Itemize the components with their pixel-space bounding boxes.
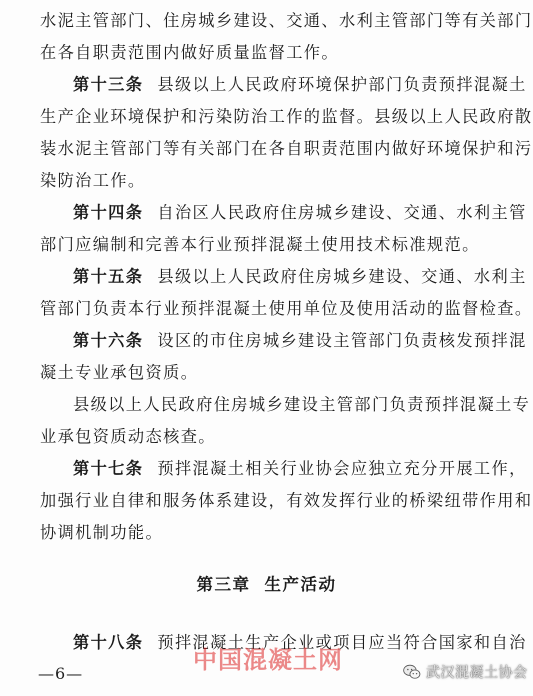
text-line [40,170,146,192]
text-line [40,298,532,320]
line-text: 装水泥主管部门等有关部门在各自职责范围内做好环境保护和污 [40,139,533,158]
account-watermark [402,662,528,682]
line-text: 县级以上人民政府住房城乡建设主管部门负责预拌混凝土专 [73,395,531,414]
text-line [40,234,480,256]
line-text: 染防治工作。 [40,171,146,190]
text-line [40,362,198,384]
page-number: —6— [38,664,84,683]
line-text: 协调机制功能。 [40,523,164,542]
text-line [40,522,163,544]
article-number: 第十五条 [73,267,144,286]
site-watermark: 中国混凝土网 [193,646,343,674]
account-name: 武汉混凝土协会 [426,665,528,681]
line-text: 管部门负责本行业预拌混凝土使用单位及使用活动的监督检查。 [40,299,533,318]
article-number: 第十七条 [73,459,144,478]
article-15 [73,266,527,288]
article-number: 第十三条 [73,75,144,94]
article-14 [73,202,527,224]
article-number: 第十六条 [73,331,144,350]
article-number: 第十八条 [73,633,144,652]
line-text: 凝土专业承包资质。 [40,363,199,382]
article-16 [73,330,527,352]
line-text: 业承包资质动态核查。 [40,427,216,446]
line-text: 部门应编制和完善本行业预拌混凝土使用技术标准规范。 [40,235,480,254]
article-13 [73,74,527,96]
line-text: 县级以上人民政府住房城乡建设、交通、水利主 [157,267,527,286]
wechat-icon [402,662,422,682]
line-text: 预拌混凝土生产企业或项目应当符合国家和自治 [157,633,527,652]
text-line [40,490,532,512]
line-text: 自治区人民政府住房城乡建设、交通、水利主管 [157,203,527,222]
chapter-title: 生产活动 [264,575,337,594]
chapter-number: 第三章 [196,575,251,594]
article-17 [73,458,527,480]
text-line [40,10,532,32]
text-line [40,42,339,64]
text-line [40,426,216,448]
text-line [40,106,532,128]
text-line [40,138,532,160]
line-text: 加强行业自律和服务体系建设，有效发挥行业的桥梁纽带作用和 [40,491,533,510]
text-line [73,394,530,416]
article-number: 第十四条 [73,203,144,222]
line-text: 在各自职责范围内做好质量监督工作。 [40,43,339,62]
line-text: 设区的市住房城乡建设主管部门负责核发预拌混 [157,331,527,350]
line-text: 预拌混凝土相关行业协会应独立充分开展工作， [157,459,527,478]
line-text: 县级以上人民政府环境保护部门负责预拌混凝土 [157,75,527,94]
line-text: 水泥主管部门、住房城乡建设、交通、水利主管部门等有关部门 [40,11,533,30]
line-text: 生产企业环境保护和污染防治工作的监督。县级以上人民政府散 [40,107,533,126]
chapter-heading [0,574,533,596]
